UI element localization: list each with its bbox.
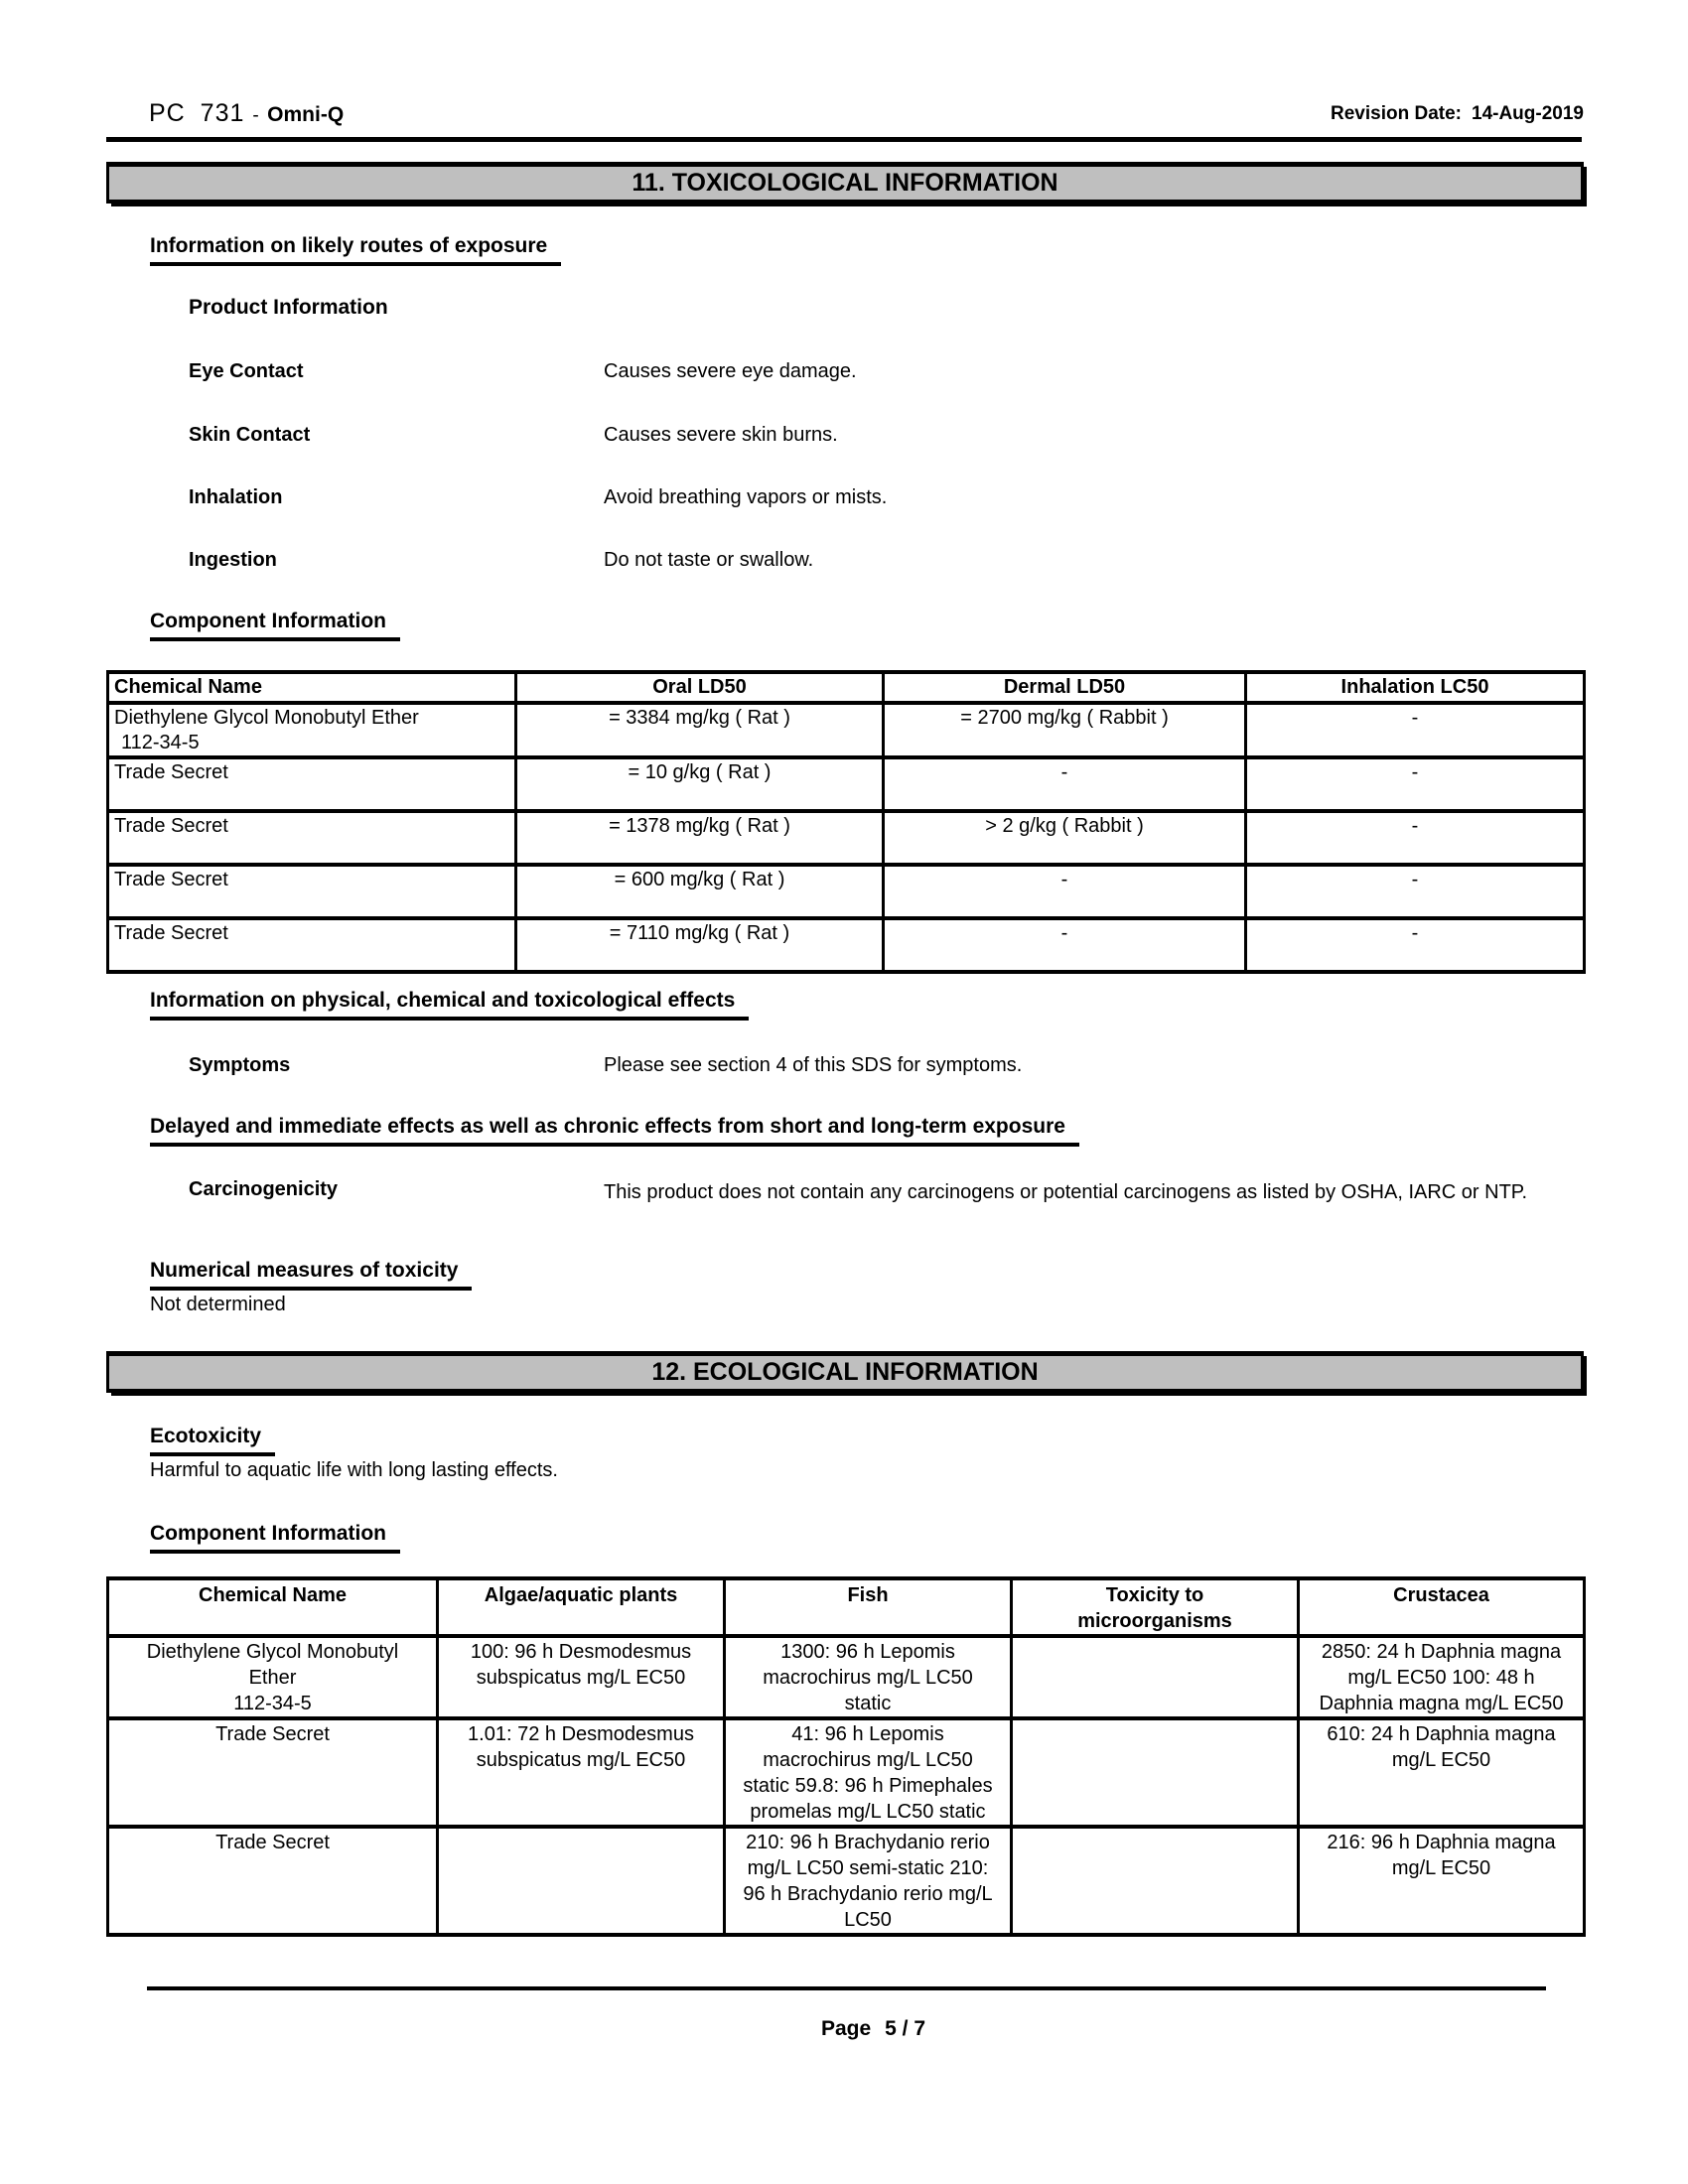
revision-date-label: Revision Date: <box>1331 103 1462 124</box>
carcinogenicity-label: Carcinogenicity <box>189 1178 339 1200</box>
algae-cell <box>438 1827 725 1935</box>
row-carcinogenicity <box>189 1177 1542 1207</box>
toxicology-table <box>106 670 1586 974</box>
row-ingestion <box>189 548 813 572</box>
oral-ld50-cell: = 3384 mg/kg ( Rat ) <box>516 703 884 757</box>
crustacea-cell: 610: 24 h Daphnia magna mg/L EC50 <box>1299 1718 1585 1827</box>
section-12-title: 12. ECOLOGICAL INFORMATION <box>651 1358 1039 1386</box>
inhalation-lc50-cell: - <box>1246 757 1585 811</box>
heading-routes-of-exposure: Information on likely routes of exposure <box>150 234 561 266</box>
oral-ld50-cell: = 600 mg/kg ( Rat ) <box>516 865 884 918</box>
skin-contact-value: Causes severe skin burns. <box>604 424 838 446</box>
chemical-name: Trade Secret <box>108 757 516 811</box>
header-divider-rule <box>106 137 1582 142</box>
inhalation-lc50-cell: - <box>1246 918 1585 972</box>
page-header-left <box>149 99 344 128</box>
label-product-information: Product Information <box>189 296 388 319</box>
chemical-name: Trade Secret <box>108 811 516 865</box>
tox-header-chemical-name: Chemical Name <box>108 672 516 703</box>
heading-physical-chemical-effects: Information on physical, chemical and toxicological effects <box>150 989 749 1021</box>
eco-header-crustacea: Crustacea <box>1299 1578 1585 1636</box>
row-eye-contact <box>189 359 857 383</box>
footer-divider-rule <box>147 1986 1546 1990</box>
toxicity-microorganisms-cell <box>1012 1636 1299 1718</box>
skin-contact-label: Skin Contact <box>189 424 311 446</box>
oral-ld50-cell: = 10 g/kg ( Rat ) <box>516 757 884 811</box>
fish-cell: 1300: 96 h Lepomis macrochirus mg/L LC50 static <box>725 1636 1012 1718</box>
inhalation-lc50-cell: - <box>1246 865 1585 918</box>
chemical-name: Trade Secret <box>108 918 516 972</box>
fish-cell: 41: 96 h Lepomis macrochirus mg/L LC50 static 59.8: 96 h Pimephales promelas mg/L LC50 static <box>725 1718 1012 1827</box>
inhalation-label: Inhalation <box>189 486 283 508</box>
tox-table-row <box>108 757 1585 811</box>
tox-header-dermal-ld50: Dermal LD50 <box>884 672 1246 703</box>
row-symptoms <box>189 1053 1022 1077</box>
crustacea-cell: 216: 96 h Daphnia magna mg/L EC50 <box>1299 1827 1585 1935</box>
tox-table-row <box>108 811 1585 865</box>
chemical-name: Trade Secret <box>108 1718 438 1827</box>
chemical-name: Diethylene Glycol Monobutyl Ether <box>146 1641 399 1689</box>
oral-ld50-cell: = 1378 mg/kg ( Rat ) <box>516 811 884 865</box>
eco-header-fish: Fish <box>725 1578 1012 1636</box>
dermal-ld50-cell: > 2 g/kg ( Rabbit ) <box>884 811 1246 865</box>
chemical-name: Trade Secret <box>108 1827 438 1935</box>
row-inhalation <box>189 485 887 509</box>
fish-cell: 210: 96 h Brachydanio rerio mg/L LC50 semi-static 210: 96 h Brachydanio rerio mg/L LC50 <box>725 1827 1012 1935</box>
eco-table-row <box>108 1718 1585 1827</box>
ingestion-label: Ingestion <box>189 549 277 571</box>
tox-header-inhalation-lc50: Inhalation LC50 <box>1246 672 1585 703</box>
tox-table-row <box>108 865 1585 918</box>
symptoms-value: Please see section 4 of this SDS for symptoms. <box>604 1054 1023 1076</box>
inhalation-lc50-cell: - <box>1246 703 1585 757</box>
inhalation-value: Avoid breathing vapors or mists. <box>604 486 888 508</box>
heading-component-information-tox: Component Information <box>150 610 400 641</box>
symptoms-label: Symptoms <box>189 1054 291 1076</box>
eco-header-toxicity-microorganisms: Toxicity to microorganisms <box>1012 1578 1299 1636</box>
section-11-header-bar <box>106 162 1584 204</box>
chemical-name: Trade Secret <box>108 865 516 918</box>
cas-number: 112-34-5 <box>121 732 200 753</box>
eye-contact-label: Eye Contact <box>189 360 304 382</box>
numerical-measures-value: Not determined <box>150 1294 286 1315</box>
heading-numerical-measures: Numerical measures of toxicity <box>150 1259 472 1291</box>
ecotoxicity-statement: Harmful to aquatic life with long lasting effects. <box>150 1459 558 1481</box>
eco-header-algae: Algae/aquatic plants <box>438 1578 725 1636</box>
inhalation-lc50-cell: - <box>1246 811 1585 865</box>
toxicity-microorganisms-cell <box>1012 1718 1299 1827</box>
cas-number: 112-34-5 <box>233 1693 312 1714</box>
dermal-ld50-cell: - <box>884 757 1246 811</box>
chemical-cell <box>108 1636 438 1718</box>
eye-contact-value: Causes severe eye damage. <box>604 360 857 382</box>
product-separator: - <box>252 105 259 126</box>
ecological-table <box>106 1576 1586 1937</box>
dermal-ld50-cell: - <box>884 918 1246 972</box>
section-11-title: 11. TOXICOLOGICAL INFORMATION <box>632 169 1058 197</box>
toxicity-microorganisms-cell <box>1012 1827 1299 1935</box>
dermal-ld50-cell: = 2700 mg/kg ( Rabbit ) <box>884 703 1246 757</box>
dermal-ld50-cell: - <box>884 865 1246 918</box>
heading-ecotoxicity: Ecotoxicity <box>150 1425 275 1456</box>
page-number <box>106 2017 1640 2041</box>
algae-cell: 100: 96 h Desmodesmus subspicatus mg/L EC50 <box>438 1636 725 1718</box>
product-name: Omni-Q <box>267 103 345 126</box>
heading-component-information-eco: Component Information <box>150 1522 400 1554</box>
row-skin-contact <box>189 423 838 447</box>
page-number-value: 5 / 7 <box>885 2017 926 2040</box>
tox-table-row <box>108 918 1585 972</box>
eco-table-row <box>108 1636 1585 1718</box>
oral-ld50-cell: = 7110 mg/kg ( Rat ) <box>516 918 884 972</box>
tox-table-row <box>108 703 1585 757</box>
algae-cell: 1.01: 72 h Desmodesmus subspicatus mg/L EC50 <box>438 1718 725 1827</box>
page-header-right <box>1331 103 1584 125</box>
eco-table-row <box>108 1827 1585 1935</box>
page-number-label: Page <box>820 2017 872 2040</box>
revision-date-value: 14-Aug-2019 <box>1472 103 1584 124</box>
tox-header-oral-ld50: Oral LD50 <box>516 672 884 703</box>
carcinogenicity-value: This product does not contain any carcinogens or potential carcinogens as listed by OSHA, IARC or NTP. <box>604 1181 1528 1203</box>
eco-table-header-row <box>108 1578 1585 1636</box>
product-code: PC 731 <box>149 99 245 127</box>
crustacea-cell: 2850: 24 h Daphnia magna mg/L EC50 100: 48 h Daphnia magna mg/L EC50 <box>1299 1636 1585 1718</box>
heading-delayed-immediate-effects: Delayed and immediate effects as well as chronic effects from short and long-term exposure <box>150 1115 1079 1147</box>
ingestion-value: Do not taste or swallow. <box>604 549 814 571</box>
chemical-name: Diethylene Glycol Monobutyl Ether <box>114 707 419 729</box>
eco-header-chemical-name: Chemical Name <box>108 1578 438 1636</box>
section-12-header-bar <box>106 1351 1584 1393</box>
chemical-cell <box>108 703 516 757</box>
tox-table-header-row <box>108 672 1585 703</box>
